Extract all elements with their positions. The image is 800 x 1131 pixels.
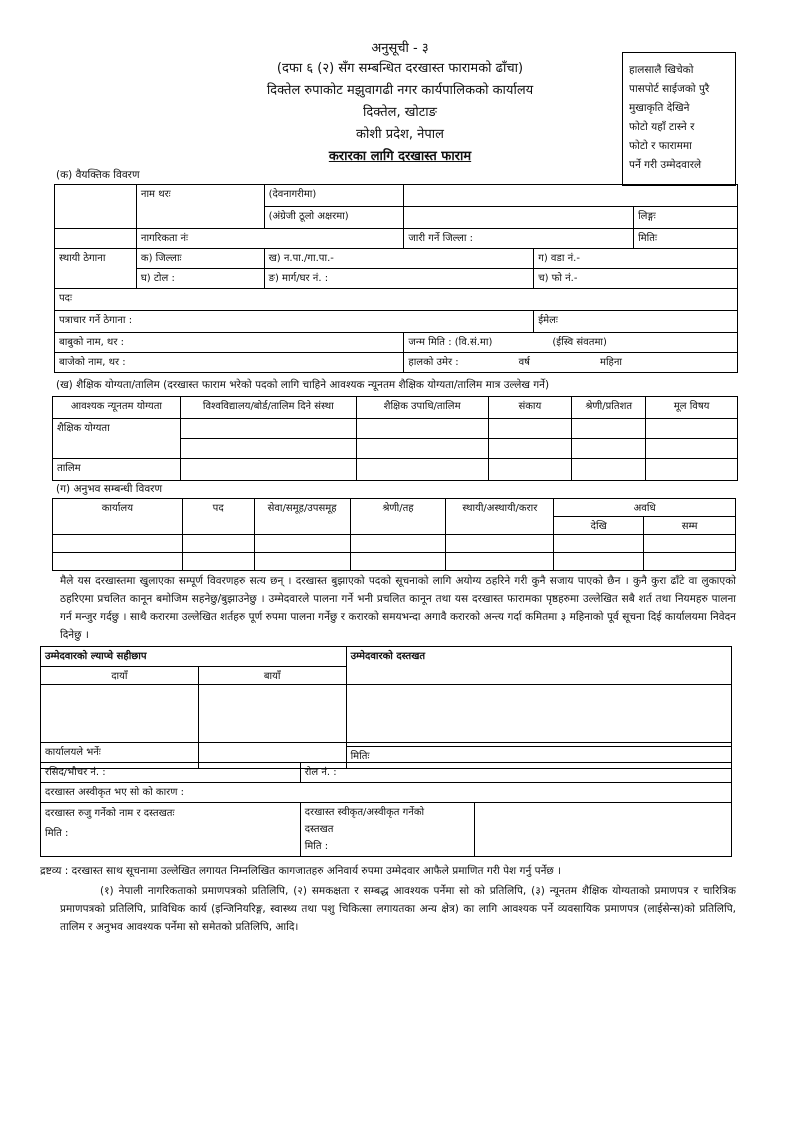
edu-col-major: मूल विषय	[646, 397, 738, 419]
edu-col-institution: विश्वविद्यालय/बोर्ड/तालिम दिने संस्था	[180, 397, 356, 419]
devanagari-name-field[interactable]: (देवनागरीमा)	[264, 185, 404, 207]
section-experience-heading: (ग) अनुभव सम्बन्धी विवरण	[56, 483, 163, 495]
name-label: नाम थरः	[136, 185, 264, 229]
table-cell[interactable]	[53, 553, 183, 571]
checker-field[interactable]	[41, 803, 301, 857]
approver-sign-space[interactable]	[474, 803, 731, 857]
candidate-signature-field[interactable]: उम्मेदवारको दस्तखत	[346, 647, 731, 685]
edu-col-division: श्रेणी/प्रतिशत	[572, 397, 646, 419]
blank-cell	[55, 229, 137, 249]
thumbprint-label: उम्मेदवारको ल्याप्चे सहीछाप	[41, 647, 347, 667]
personal-table	[54, 184, 738, 373]
table-cell[interactable]	[182, 535, 254, 553]
dob-ad-label: (ईस्वि संवतमा)	[552, 337, 607, 348]
issue-date-field[interactable]: मितिः	[634, 229, 738, 249]
table-cell[interactable]	[554, 553, 644, 571]
table-cell[interactable]	[554, 535, 644, 553]
approver-date-label: मिति :	[304, 841, 329, 852]
father-name-field[interactable]: बाबुको नाम, थर :	[55, 333, 404, 353]
photo-box[interactable]	[622, 52, 736, 186]
photo-note-line: पासपोर्ट साईजको पुरै	[629, 83, 710, 95]
form-subtitle: (दफा ६ (२) सँग सम्बन्धित दरखास्त फारामको ढाँचा)	[276, 61, 524, 76]
edu-row-academic: शैक्षिक योग्यता	[53, 419, 181, 459]
table-cell[interactable]	[572, 439, 646, 459]
section-personal-heading: (क) वैयक्तिक विवरण	[56, 169, 140, 181]
table-cell[interactable]	[356, 439, 488, 459]
issue-district-field[interactable]: जारी गर्ने जिल्ला :	[404, 229, 634, 249]
office-filled-by-label: कार्यालयले भर्नेः	[41, 743, 732, 763]
edu-row-training: तालिम	[53, 459, 181, 481]
table-cell[interactable]	[488, 419, 572, 439]
table-cell[interactable]	[488, 439, 572, 459]
citizenship-field[interactable]: नागरिकता नंः	[136, 229, 404, 249]
office-use-table	[40, 742, 732, 857]
office-place: दिक्तेल, खोटाङ	[363, 105, 437, 120]
left-thumb-label: बायाँ	[198, 667, 346, 685]
table-cell[interactable]	[254, 553, 350, 571]
declaration-text: मैले यस दरखास्तमा खुलाएका सम्पूर्ण विवरणहरु सत्य छन् । दरखास्त बुझाएको पदको सूचनाको लागि अयोग्य ठहरिने गरी कुनै सजाय पाएको छैन । कुनै कुरा ढाँटे वा लुकाएको ठहरिएमा प्रचलित कानून बमोजिम सहनेछु/बुझाउनेछु । उम्मेदवारले पालना गर्ने भनी प्रचलित कानून तथा यस दरखास्त फारामका पृष्ठहरुमा उल्लेखित सबै शर्त तथा नियमहरु पालना गर्न मन्जुर गर्दछु । साथै करारमा उल्लेखित शर्तहरु पूर्ण रुपमा पालना गर्नेछु र करारको समयभन्दा अगावै करारको अन्त्य गर्दा कमितमा ३ महिनाको पूर्व सूचना दिई कार्यालयमा निवेदन दिनेछु ।	[60, 575, 736, 641]
age-months-label: महिना	[599, 357, 622, 368]
edu-col-faculty: संकाय	[488, 397, 572, 419]
edu-col-min-qualification: आवश्यक न्यूनतम योग्यता	[53, 397, 181, 419]
rejection-reason-field[interactable]: दरखास्त अस्वीकृत भए सो को कारण :	[41, 783, 732, 803]
office-name: दिक्तेल रुपाकोट मझुवागढी नगर कार्यपालिकको कार्यालय	[266, 83, 534, 98]
mailing-address-field[interactable]: पत्राचार गर्ने ठेगाना :	[55, 311, 534, 333]
checker-label: दरखास्त रुजु गर्नेको नाम र दस्तखतः	[45, 808, 175, 819]
signature-date-field[interactable]: मितिः	[346, 747, 731, 769]
education-table	[52, 396, 738, 481]
office-province: कोशी प्रदेश, नेपाल	[356, 127, 444, 142]
road-house-field[interactable]: ङ) मार्ग/घर नं. :	[264, 269, 534, 289]
section-education-heading: (ख) शैक्षिक योग्यता/तालिम (दरखास्त फाराम भरेको पदको लागि चाहिने आवश्यक न्यूनतम शैक्षिक योग्यता/तालिम मात्र उल्लेख गर्ने)	[56, 379, 550, 391]
note-text: द्रष्टव्य : दरखास्त साथ सूचनामा उल्लेखित लगायत निम्नलिखित कागजातहरु अनिवार्य रुपमा उम्मेदवार आफैले प्रमाणित गरी पेश गर्नु पर्नेछ ।	[40, 865, 562, 877]
exp-col-to: सम्म	[644, 517, 736, 535]
age-field[interactable]	[404, 353, 738, 373]
english-name-input[interactable]	[404, 207, 634, 229]
table-cell[interactable]	[646, 419, 738, 439]
dob-field[interactable]	[404, 333, 738, 353]
municipality-field[interactable]: ख) न.पा./गा.पा.-	[264, 249, 534, 269]
district-field[interactable]: क) जिल्लाः	[136, 249, 264, 269]
approver-sign-label: दस्तखत	[304, 824, 334, 835]
table-cell[interactable]	[180, 459, 356, 481]
devanagari-name-input[interactable]	[404, 185, 738, 207]
exp-col-level: श्रेणी/तह	[350, 499, 446, 535]
exp-col-service: सेवा/समूह/उपसमूह	[254, 499, 350, 535]
post-field[interactable]: पदः	[55, 289, 738, 311]
table-cell[interactable]	[646, 439, 738, 459]
ward-field[interactable]: ग) वडा नं.-	[534, 249, 738, 269]
permanent-address-label: स्थायी ठेगाना	[55, 249, 137, 289]
table-cell[interactable]	[356, 459, 488, 481]
phone-field[interactable]: च) फो नं.-	[534, 269, 738, 289]
table-cell[interactable]	[646, 459, 738, 481]
approver-label: दरखास्त स्वीकृत/अस्वीकृत गर्नेको	[304, 807, 425, 818]
receipt-field[interactable]: रसिद/भौचर नं. :	[41, 763, 301, 783]
table-cell[interactable]	[572, 459, 646, 481]
table-cell[interactable]	[488, 459, 572, 481]
approver-field[interactable]	[300, 803, 474, 857]
table-cell[interactable]	[350, 553, 446, 571]
english-name-field[interactable]: (अंग्रेजी ठूलो अक्षरमा)	[264, 207, 404, 229]
signature-space[interactable]	[346, 685, 731, 747]
exp-col-type: स्थायी/अस्थायी/करार	[446, 499, 554, 535]
table-cell[interactable]	[446, 553, 554, 571]
photo-note-line: मुखाकृति देखिने	[629, 102, 690, 114]
table-cell[interactable]	[53, 535, 183, 553]
photo-note-line: फोटो र फाराममा	[629, 140, 692, 152]
exp-col-office: कार्यालय	[53, 499, 183, 535]
table-cell[interactable]	[182, 553, 254, 571]
tole-field[interactable]: घ) टोल :	[136, 269, 264, 289]
table-cell[interactable]	[572, 419, 646, 439]
right-thumb-label: दायाँ	[41, 667, 199, 685]
table-cell[interactable]	[350, 535, 446, 553]
photo-note-line: हालसालै खिचेको	[629, 64, 694, 76]
roll-number-field[interactable]: रोल नं. :	[300, 763, 731, 783]
form-title: करारका लागि दरखास्त फाराम	[328, 149, 472, 164]
experience-table	[52, 498, 736, 571]
table-cell[interactable]	[644, 535, 736, 553]
email-field[interactable]: ईमेलः	[534, 311, 738, 333]
table-cell[interactable]	[254, 535, 350, 553]
grandfather-name-field[interactable]: बाजेको नाम, थर :	[55, 353, 404, 373]
exp-col-duration: अवधि	[554, 499, 736, 517]
note-list: (१) नेपाली नागरिकताको प्रमाणपत्रको प्रतिलिपि, (२) समकक्षता र सम्बद्ध आवश्यक पर्नेमा सो को प्रतिलिपि, (३) न्यूनतम शैक्षिक योग्यताको प्रमाणपत्र र चारित्रिक प्रमाणपत्रको प्रतिलिपि, प्राविधिक कार्य (इन्जिनियरिङ्ग, स्वास्थ्य तथा पशु चिकित्सा लगायतका अन्य क्षेत्र) का लागि आवश्यक पर्ने व्यवसायिक प्रमाणपत्र (लाईसेन्स)को प्रतिलिपि, तालिम र अनुभव आवश्यक पर्नेमा सो समेतको प्रतिलिपि, आदि।	[60, 885, 736, 933]
table-cell[interactable]	[644, 553, 736, 571]
table-cell[interactable]	[356, 419, 488, 439]
schedule-label: अनुसूची - ३	[371, 41, 429, 56]
exp-col-post: पद	[182, 499, 254, 535]
table-cell[interactable]	[180, 439, 356, 459]
blank-cell	[55, 185, 137, 229]
dob-bs-label: जन्म मिति : (वि.सं.मा)	[408, 337, 493, 348]
table-cell[interactable]	[180, 419, 356, 439]
age-label: हालको उमेर :	[408, 357, 459, 368]
age-years-label: वर्ष	[518, 357, 530, 368]
photo-note-line: फोटो यहाँ टास्ने र	[629, 121, 695, 133]
checker-date-label: मिति :	[45, 828, 69, 839]
table-cell[interactable]	[446, 535, 554, 553]
edu-col-degree: शैक्षिक उपाधि/तालिम	[356, 397, 488, 419]
exp-col-from: देखि	[554, 517, 644, 535]
photo-note-line: पर्ने गरी उम्मेदवारले	[629, 159, 702, 171]
gender-field[interactable]: लिङ्गः	[634, 207, 738, 229]
